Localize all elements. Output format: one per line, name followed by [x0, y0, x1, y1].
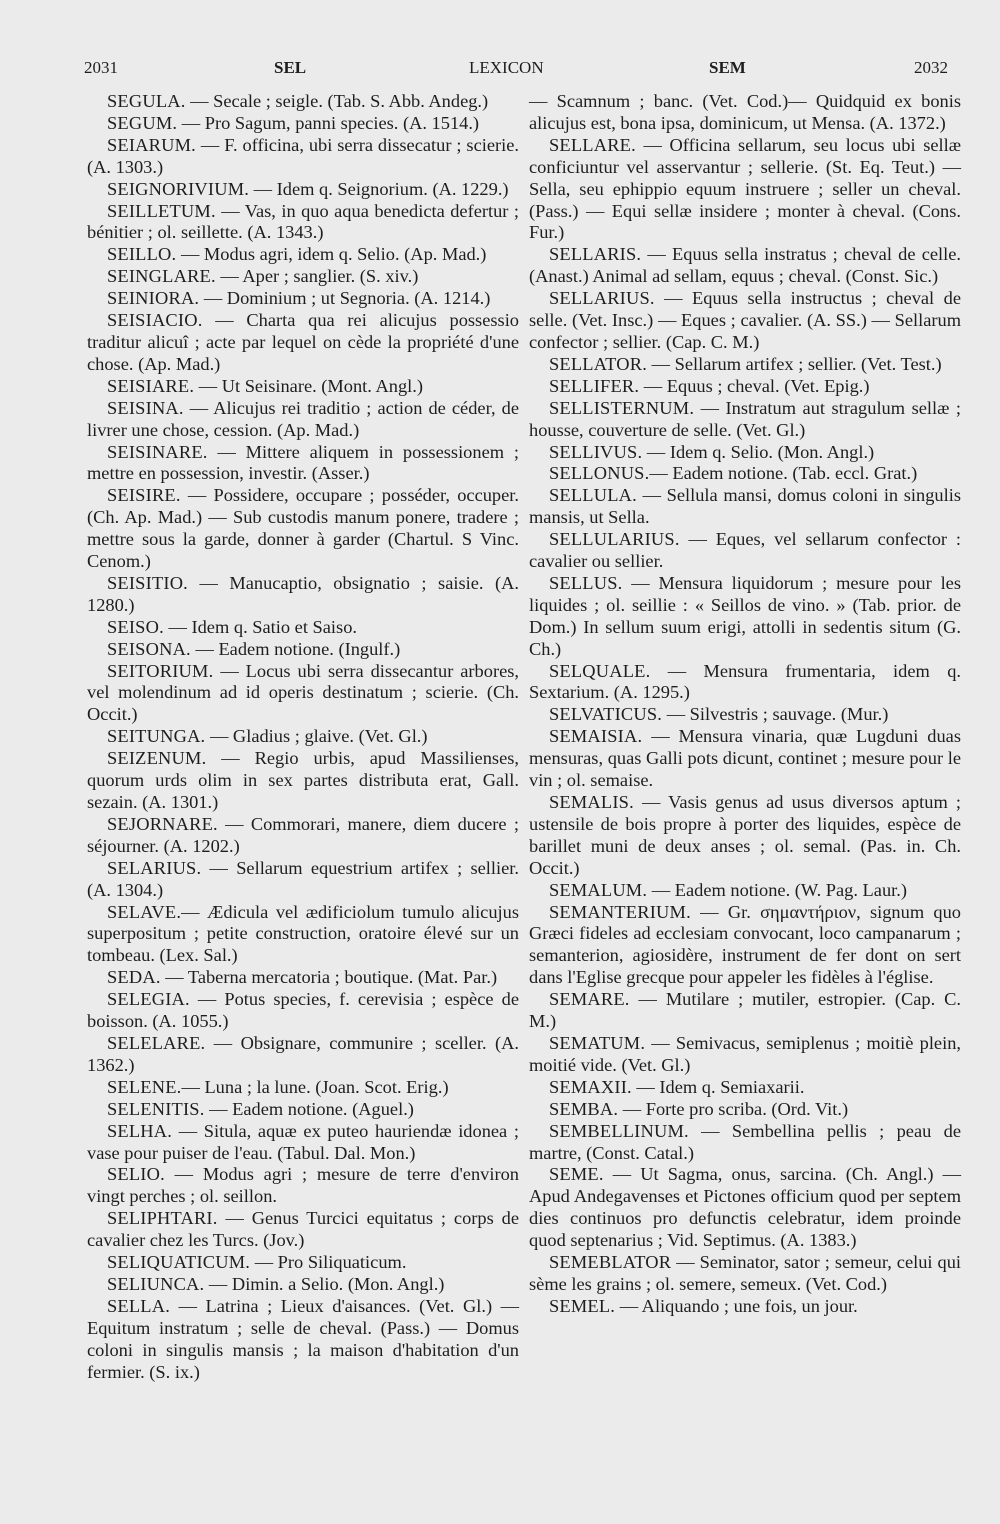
entry-headword: SELLARIS. — [549, 244, 642, 265]
entry-definition: — Equus sella instructus ; cheval de selle. (Vet. Insc.) — Eques ; cavalier. (A. SS.) — Sellarum confector ; sellier. (Cap. C. M.) — [529, 288, 961, 352]
entry-headword: SEMBA. — [549, 1098, 619, 1119]
entry-headword: SEISINARE. — [107, 441, 208, 462]
dictionary-entry — [529, 726, 961, 792]
entry-definition: — Locus ubi serra dissecantur arbores, vel molendinum ad id operis destinatum ; scierie. (Ch. Occit.) — [87, 660, 519, 725]
entry-definition: — Modus agri ; mesure de terre d'environ vingt perches ; ol. seillon. — [87, 1164, 519, 1207]
dictionary-entry — [529, 989, 961, 1033]
entry-headword: SELEGIA. — [107, 989, 190, 1010]
entry-definition: — Potus species, f. cerevisia ; espèce de boisson. (A. 1055.) — [87, 989, 519, 1032]
entry-headword: SEGULA. — [107, 91, 186, 111]
dictionary-entry — [87, 113, 519, 135]
entry-headword: SEIARUM. — [107, 134, 196, 155]
entry-headword: SELARIUS. — [107, 857, 202, 878]
entry-headword: SELVATICUS. — [549, 704, 663, 725]
dictionary-entry — [87, 485, 519, 573]
entry-definition: — Dominium ; ut Segnoria. (A. 1214.) — [199, 288, 491, 309]
entry-headword: SEINGLARE. — [107, 266, 216, 287]
dictionary-entry — [529, 902, 961, 990]
entry-definition: — Semivacus, semiplenus ; moitiè plein, moitié vide. (Vet. Gl.) — [529, 1032, 961, 1075]
entry-headword: SEIGNORIVIUM. — [107, 178, 250, 199]
entry-definition: — Instratum aut stragulum sellæ ; housse, couverture de selle. (Vet. Gl.) — [529, 397, 961, 440]
dictionary-entry — [529, 704, 961, 726]
entry-definition: — Eadem notione. (Aguel.) — [204, 1098, 414, 1119]
entry-definition: — Gladius ; glaive. (Vet. Gl.) — [205, 726, 428, 747]
entry-headword: SELIUNCA. — [107, 1273, 205, 1294]
entry-headword: SELAVE. — [107, 901, 182, 922]
entry-headword: SELENE. — [107, 1076, 182, 1097]
entry-definition: — Luna ; la lune. (Joan. Scot. Erig.) — [181, 1076, 449, 1097]
entry-definition: — Silvestris ; sauvage. (Mur.) — [662, 704, 889, 725]
entry-headword: SEILLO. — [107, 244, 177, 265]
dictionary-entry — [87, 858, 519, 902]
entry-headword: SELLARE. — [549, 134, 636, 155]
entry-definition: — Genus Turcici equitatus ; corps de cavalier chez les Turcs. (Jov.) — [87, 1208, 519, 1251]
entry-headword: SEMAISIA. — [549, 726, 643, 747]
entry-headword: SELLONUS. — [549, 463, 650, 484]
entry-definition: — Mensura vinaria, quæ Lugduni duas mensuras, quas Galli pots dicunt, continet ; mesure pour le vin ; ol. semaise. — [529, 726, 961, 791]
dictionary-entry — [529, 135, 961, 245]
entry-definition: — F. officina, ubi serra dissecatur ; scierie. (A. 1303.) — [87, 134, 519, 177]
entry-definition: — Idem q. Selio. (Mon. Angl.) — [642, 441, 875, 462]
dictionary-entry — [87, 1274, 519, 1296]
page-number-right: 2032 — [914, 58, 948, 77]
entry-definition: — Pro Sagum, panni species. (A. 1514.) — [177, 112, 480, 133]
entry-definition: — Charta qua rei alicujus possessio traditur alicuî ; acte par lequel on cède la propriété d'une chose. (Ap. Mad.) — [87, 310, 519, 374]
entry-definition: — Ædicula vel ædificiolum tumulo alicujus superpositum ; petite construction, oratoire élevé sur un tombeau. (Lex. Sal.) — [87, 901, 519, 966]
dictionary-entry — [529, 244, 961, 288]
entry-headword: SELIPHTARI. — [107, 1208, 218, 1229]
entry-headword: SELHA. — [107, 1120, 173, 1141]
dictionary-entry — [87, 244, 519, 266]
entry-headword: SEME. — [549, 1164, 604, 1185]
entry-definition: — Idem q. Seignorium. (A. 1229.) — [249, 178, 509, 199]
entry-definition: — Eadem notione. (Tab. eccl. Grat.) — [649, 463, 918, 484]
entry-definition: — Equus ; cheval. (Vet. Epig.) — [639, 375, 870, 396]
dictionary-entry — [529, 1296, 961, 1318]
entry-definition: — Manucaptio, obsignatio ; saisie. (A. 1280.) — [87, 572, 519, 615]
entry-definition: — Ut Sagma, onus, sarcina. (Ch. Angl.) — Apud Andegavenses et Pictones officium quod per septem dies continuos pro defunctis celebratur, idem proinde quod septenarius ; Vid. Septimus. (A. 1383.) — [529, 1164, 961, 1251]
entry-headword: SEMALIS. — [549, 792, 634, 812]
entry-definition: — Vas, in quo aqua benedicta defertur ; bénitier ; ol. seillette. (A. 1343.) — [87, 200, 519, 243]
dictionary-entry — [529, 1164, 961, 1252]
entry-definition: — Modus agri, idem q. Selio. (Ap. Mad.) — [176, 244, 487, 265]
dictionary-entry — [87, 967, 519, 989]
entry-headword: SELLA. — [107, 1295, 171, 1316]
running-title: LEXICON — [469, 58, 544, 77]
dictionary-entry — [529, 661, 961, 705]
entry-headword: SELLUS. — [549, 572, 623, 593]
dictionary-entry — [87, 1252, 519, 1274]
dictionary-entry — [87, 1164, 519, 1208]
entry-headword: SELLATOR. — [549, 353, 648, 374]
entry-definition: — Eques, vel sellarum confector : cavalier ou sellier. — [529, 529, 961, 572]
dictionary-entry — [529, 354, 961, 376]
entry-headword: SELLULARIUS. — [549, 529, 680, 550]
entry-definition: — Seminator, sator ; semeur, celui qui sème les grains ; ol. semere, semeux. (Vet. Cod.) — [529, 1252, 961, 1294]
dictionary-entry — [529, 573, 961, 661]
entry-headword: SEGUM. — [107, 112, 178, 133]
dictionary-entry — [87, 661, 519, 727]
entry-headword: SELENITIS. — [107, 1098, 205, 1119]
dictionary-entry — [529, 398, 961, 442]
entry-headword: SEMALUM. — [549, 879, 648, 900]
entry-headword: SEISIRE. — [107, 485, 181, 506]
entry-definition: — Eadem notione. (W. Pag. Laur.) — [647, 879, 907, 900]
entry-headword: SEJORNARE. — [107, 813, 218, 834]
dictionary-entry — [87, 1121, 519, 1165]
dictionary-entry — [529, 529, 961, 573]
entry-headword: SEISINA. — [107, 397, 184, 418]
entry-definition: — Mensura frumentaria, idem q. Sextarium. (A. 1295.) — [529, 660, 961, 703]
entry-headword: SELIQUATICUM. — [107, 1252, 251, 1273]
dictionary-entry — [87, 1033, 519, 1077]
entry-definition: — Possidere, occupare ; posséder, occuper. (Ch. Ap. Mad.) — Sub custodis manum ponere, tradere ; mettre sous la garde, donner à garder (Chartul. S Vinc. Cenom.) — [87, 485, 519, 572]
entry-headword: SEISIARE. — [107, 375, 195, 396]
entry-headword: SELLIVUS. — [549, 441, 643, 462]
entry-headword: SELLULA. — [549, 485, 637, 506]
entry-definition: — Aper ; sanglier. (S. xiv.) — [215, 266, 419, 287]
entry-definition: — Sembellina pellis ; peau de martre, (Const. Catal.) — [529, 1120, 961, 1163]
entry-headword: SEMEL. — [549, 1295, 616, 1316]
dictionary-entry — [529, 288, 961, 354]
entry-definition: — Eadem notione. (Ingulf.) — [190, 638, 401, 659]
dictionary-entry — [87, 310, 519, 376]
entry-headword: SEIZENUM. — [107, 748, 207, 769]
dictionary-entry — [87, 617, 519, 639]
right-column — [529, 91, 961, 1318]
entry-headword: SEITORIUM. — [107, 660, 214, 681]
page-number-left: 2031 — [84, 58, 118, 77]
entry-definition: — Vasis genus ad usus diversos aptum ; ustensile de bois propre à porter des liquides, espèce de barillet muni de deux anses ; ol. semal. (Pas. in. Ch. Occit.) — [529, 792, 961, 878]
dictionary-entry — [87, 1099, 519, 1121]
dictionary-entry — [87, 573, 519, 617]
entry-definition: — Aliquando ; une fois, un jour. — [615, 1295, 858, 1316]
entry-headword: SELLISTERNUM. — [549, 397, 695, 418]
left-column — [87, 91, 519, 1383]
entry-definition: — Officina sellarum, seu locus ubi sellæ conficiuntur vel asservantur ; sellerie. (St. Eq. Teut.) — Sella, seu ephippio equum instruere ; seller un cheval. (Pass.) — Equi sellæ insidere ; monter à cheval. (Cons. Fur.) — [529, 134, 961, 243]
entry-headword: SEITUNGA. — [107, 726, 206, 747]
entry-headword: SEMANTERIUM. — [549, 901, 691, 922]
entry-headword: SELQUALE. — [549, 660, 651, 681]
dictionary-entry — [87, 902, 519, 968]
entry-headword: SEISITIO. — [107, 572, 188, 593]
dictionary-entry — [87, 989, 519, 1033]
dictionary-entry — [87, 288, 519, 310]
entry-headword: SEILLETUM. — [107, 200, 216, 221]
dictionary-entry — [529, 1252, 961, 1296]
entry-headword: SEISIACIO. — [107, 310, 203, 331]
dictionary-entry — [87, 1208, 519, 1252]
entry-headword: SEISONA. — [107, 638, 191, 659]
page-header — [84, 58, 948, 84]
entry-headword: SELLARIUS. — [549, 288, 655, 309]
guide-word-left: SEL — [274, 58, 307, 77]
entry-definition: — Sellula mansi, domus coloni in singulis mansis, ut Sella. — [529, 485, 961, 528]
dictionary-entry — [529, 792, 961, 880]
dictionary-entry — [87, 1077, 519, 1099]
dictionary-entry — [87, 91, 519, 113]
entry-definition: — Sellarum artifex ; sellier. (Vet. Test.) — [647, 353, 942, 374]
dictionary-entry — [529, 442, 961, 464]
dictionary-entry — [529, 1077, 961, 1099]
dictionary-entry — [529, 376, 961, 398]
dictionary-entry — [87, 1296, 519, 1384]
entry-definition: — Ut Seisinare. (Mont. Angl.) — [194, 375, 423, 396]
entry-definition: — Latrina ; Lieux d'aisances. (Vet. Gl.) — Equitum instratum ; selle de cheval. (Pass.) — Domus coloni in singulis mansis ; la maison d'habitation d'un fermier. (S. ix.) — [87, 1295, 519, 1382]
entry-headword: SELIO. — [107, 1164, 165, 1185]
entry-definition: — Idem q. Semiaxarii. — [631, 1076, 805, 1097]
dictionary-entry — [529, 485, 961, 529]
entry-headword: SEMARE. — [549, 989, 630, 1010]
entry-headword: SEMEBLATOR — [549, 1252, 672, 1273]
entry-definition: — Obsignare, communire ; sceller. (A. 1362.) — [87, 1032, 519, 1075]
dictionary-entry — [87, 398, 519, 442]
continued-entry: — Scamnum ; banc. (Vet. Cod.)— Quidquid ex bonis alicujus est, bona ipsa, dominicum, ut Mensa. (A. 1372.) — [529, 91, 961, 133]
entry-definition: — Forte pro scriba. (Ord. Vit.) — [618, 1098, 849, 1119]
entry-definition: — Idem q. Satio et Saiso. — [163, 616, 357, 637]
dictionary-entry — [529, 1121, 961, 1165]
dictionary-entry — [87, 201, 519, 245]
dictionary-entry — [87, 179, 519, 201]
dictionary-entry — [87, 376, 519, 398]
entry-definition: — Mutilare ; mutiler, estropier. (Cap. C. M.) — [529, 989, 961, 1032]
entry-headword: SELLIFER. — [549, 375, 640, 396]
entry-definition: — Gr. σημαντήριον, signum quo Græci fideles ad ecclesiam convocant, loco campanarum ; semanterion, agiosidère, instrument de fer dont on sert dans l'Eglise grecque pour appeler les fidèles à l'église. — [529, 901, 961, 988]
dictionary-entry — [87, 814, 519, 858]
entry-headword: SEISO. — [107, 616, 164, 637]
entry-headword: SEINIORA. — [107, 288, 200, 309]
entry-definition: — Dimin. a Selio. (Mon. Angl.) — [204, 1273, 445, 1294]
entry-definition: — Equus sella instratus ; cheval de celle. (Anast.) Animal ad sellam, equus ; cheval. (Const. Sic.) — [529, 244, 961, 287]
dictionary-entry — [87, 442, 519, 486]
entry-definition: — Regio urbis, apud Massilienses, quorum urds olim in sex partes distributa erat, Gall. sezain. (A. 1301.) — [87, 748, 519, 812]
dictionary-entry — [529, 880, 961, 902]
dictionary-entry — [529, 1033, 961, 1077]
entry-definition: — Commorari, manere, diem ducere ; séjourner. (A. 1202.) — [87, 813, 519, 856]
entry-definition: — Mittere aliquem in possessionem ; mettre en possession, investir. (Asser.) — [87, 441, 519, 484]
dictionary-entry — [529, 463, 961, 485]
entry-definition: — Secale ; seigle. (Tab. S. Abb. Andeg.) — [185, 91, 489, 111]
dictionary-entry — [87, 748, 519, 814]
dictionary-entry — [87, 266, 519, 288]
entry-headword: SEDA. — [107, 967, 161, 988]
entry-definition: — Pro Siliquaticum. — [250, 1252, 407, 1273]
entry-definition: — Sellarum equestrium artifex ; sellier. (A. 1304.) — [87, 857, 519, 900]
entry-headword: SEMBELLINUM. — [549, 1120, 689, 1141]
entry-headword: SEMAXII. — [549, 1076, 632, 1097]
entry-definition: — Mensura liquidorum ; mesure pour les liquides ; ol. seillie : « Seillos de vino. » (Tab. prior. de Dom.) In sellum suum erigi, attolli in sedentis situm (G. Ch.) — [529, 572, 961, 659]
entry-definition: — Alicujus rei traditio ; action de céder, de livrer une chose, cession. (Ap. Mad.) — [87, 397, 519, 440]
entry-definition: — Situla, aquæ ex puteo hauriendæ idonea ; vase pour puiser de l'eau. (Tabul. Dal. Mon.) — [87, 1120, 519, 1163]
entry-headword: SEMATUM. — [549, 1032, 646, 1053]
entry-definition: — Taberna mercatoria ; boutique. (Mat. Par.) — [160, 967, 498, 988]
dictionary-entry — [87, 726, 519, 748]
entry-headword: SELELARE. — [107, 1032, 206, 1053]
dictionary-entry — [529, 1099, 961, 1121]
dictionary-entry — [87, 135, 519, 179]
guide-word-right: SEM — [709, 58, 746, 77]
dictionary-entry — [87, 639, 519, 661]
